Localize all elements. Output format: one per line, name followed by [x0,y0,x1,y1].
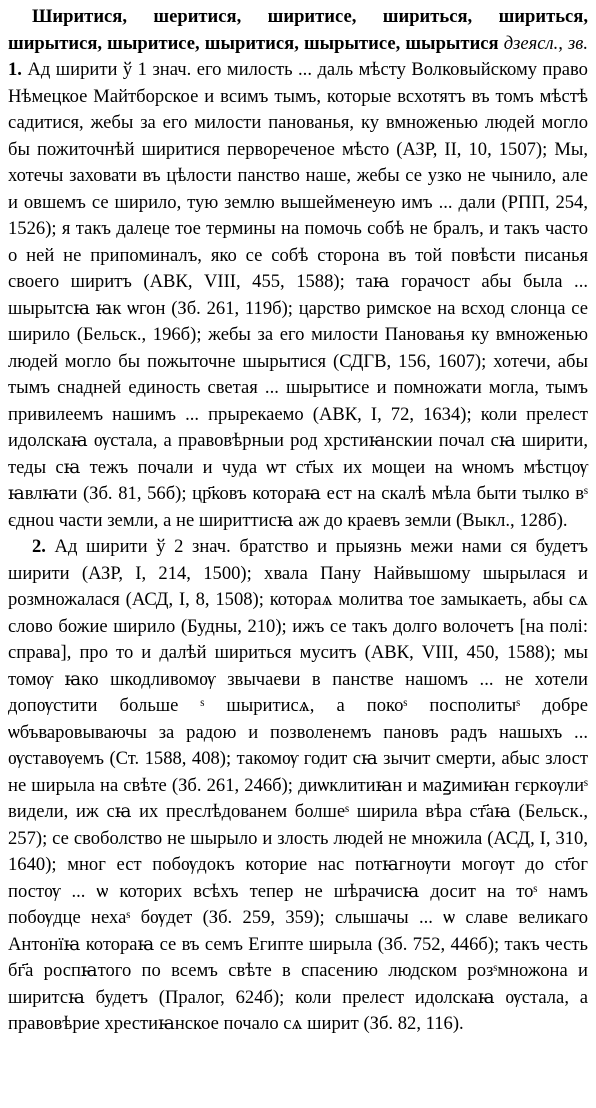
sense-1-number: 1. [8,59,22,80]
entry-sense-1 [8,4,588,534]
entry-headword: Ширитися, шеритися, ширитисе, шириться, шириться, ширытися, шыритисе, шыритися, шырытисе, шырытися [8,6,588,54]
sense-2-text: Ад ширити ў 2 знач. братство и прыязнь межи нами ся будетъ ширити (АЗР, I, 214, 1500); хвала Пану Найвышому шырылася и розмножалася (АСД, I, 8, 1508); котораѧ молитва тое замыкаеть, абы сѧ слово божие ширило (Будны, 210); ижъ се такъ долго волочетъ [на полі: справа], про то и далѣй шириться муситъ (АВК, VIII, 450, 1588); мы томѹ ꙗко шкодливомѹ звычаеви в панстве нашомъ ... не хотели допѹстити больше ˢ шыритисѧ, а покоˢ посполитыˢ добре ѡбъваровываючы за радою и позволенемъ пановъ радъ нашыхъ ... ѹставѹемъ (Ст. 1588, 408); такомѹ годит сꙗ зычит смерти, абыс злост не ширыла на свѣте (Зб. 261, 246б); диѡклитиꙗн и маꙁимиꙗн гєркѹлиˢ видели, иж сꙗ их преслѣдованем болшеˢ ширила вѣра ст҃аꙗ (Бельск., 257); се своболство не шырыло и злость людей не множила (АСД, I, 310, 1640); мног ест побѹдокъ которие нас потꙗгнѹти могѹт до ст҃ог постѹ ... ѡ которих всѣхъ тепер не шѣрачисꙗ досит на тоˢ намъ побѹдце нехаˢ бѹдет (Зб. 259, 359); слышачы ... ѡ славе великаго Антонїꙗ котораꙗ се въ семъ Египте ширыла (Зб. 752, 446б); такъ честь бг҃а роспꙗтого по всемъ свѣте в спасению людском розˢмножона и ширитсꙗ будетъ (Пралог, 624б); коли прелест идолскаꙗ ѹстала, а правовѣрие хрестиꙗнское почало сѧ ширит (Зб. 82, 116). [8,536,588,1034]
sense-1-text: Ад ширити ў 1 знач. его милость ... даль мѣсту Волковыйскому право Нѣмецкое Майтборское и всимъ тымъ, которые всхотятъ въ томъ мѣстѣ садитися, жебы за его милости панованья, ку вмноженью людей могло бы пожиточнѣй ширитися первореченое мѣсто (АЗР, II, 10, 1507); Мы, хотечы заховати въ цѣлости панство наше, жебы се узко не чынило, але и овшемъ се ширило, тую землю вышейменеую имъ ... дали (РПП, 254, 1526); я такъ далеце тое термины на помочь собѣ не бралъ, и такъ часто о ней не припоминалъ, яко се собѣ сторона въ той повѣсти писанья своего ширитъ (АВК, VIII, 455, 1588); таꙗ горачост абы была ... шырытсꙗ ꙗк ѡгон (Зб. 261, 119б); царство римское на всход слонца се ширило (Бельск., 196б); жебы за его милости Пановањя ку вмноженью людей могло бы пожыточне шырытися (СДГВ, 156, 1607); хотечи, абы тымъ снадней единость светая ... шырытисе и помножати могла, тымъ привилеемъ нашимъ ... прырекаемо (АВК, I, 72, 1634); коли прелест идолскаꙗ ѹстала, а правовѣрныи род хрстиꙗнскии почал сꙗ ширити, теды сꙗ тежъ почали и чуда ѡт ст҃ых их мощеи на ѡномъ мѣстцѹ ꙗвлꙗти (Зб. 81, 56б); цр҃ковъ котораꙗ ест на скалѣ мѣла быти тылко вˢ єдноu части земли, а не шириттисꙗ аж до краевъ земли (Выкл., 128б). [8,59,588,531]
entry-grammar: дзеясл., зв. [503,32,588,54]
sense-2-number: 2. [32,536,46,557]
entry-sense-2 [8,534,588,1038]
